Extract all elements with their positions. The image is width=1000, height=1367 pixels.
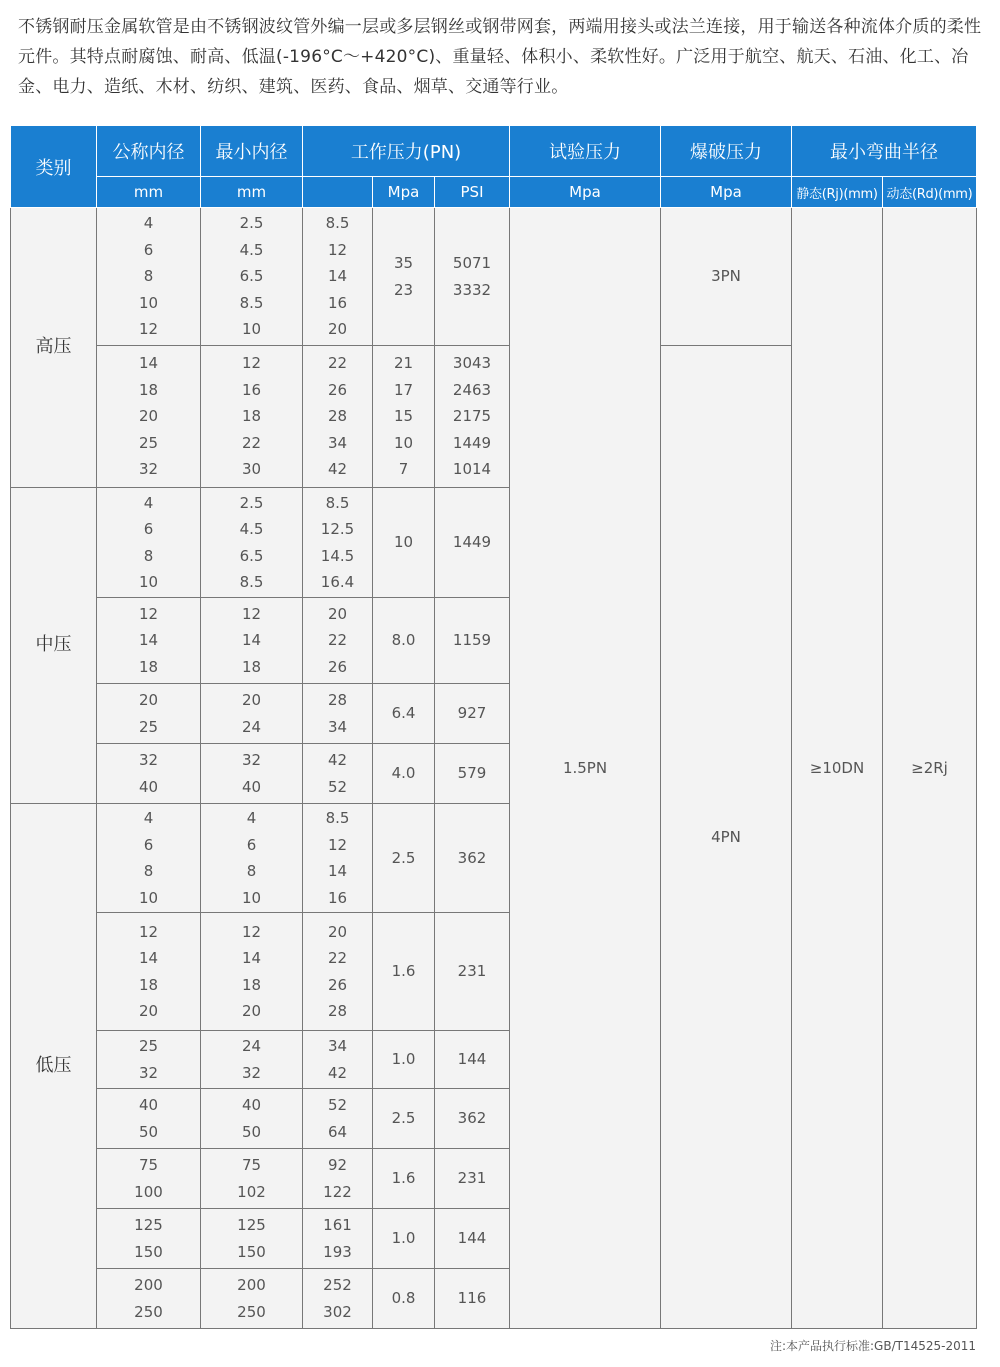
nominal-diameter-cell-value: 32 <box>138 460 159 479</box>
pressure-psi-cell-value: 116 <box>457 1289 487 1308</box>
pressure-psi-cell <box>435 804 510 913</box>
min-diameter-cell-value: 50 <box>241 1122 262 1141</box>
min-diameter-cell-value: 12 <box>241 354 262 373</box>
min-diameter-cell-value: 6.5 <box>239 267 264 286</box>
nominal-diameter-cell <box>97 1089 201 1149</box>
nominal-diameter-cell-value: 12 <box>138 320 159 339</box>
nominal-diameter-cell-value: 18 <box>138 657 159 676</box>
burst-pressure-high-value: 3PN <box>661 208 792 346</box>
pressure-mpa-cell <box>373 744 435 804</box>
nominal-diameter-cell-value: 25 <box>138 717 159 736</box>
unit-dynamic-radius: 动态(Rd)(mm) <box>883 177 977 208</box>
min-diameter-cell-value: 125 <box>237 1216 266 1234</box>
min-diameter-cell-value: 6 <box>246 835 257 854</box>
pressure-mpa-cell-value: 1.6 <box>391 962 416 981</box>
nominal-diameter-cell-value: 4 <box>143 809 154 827</box>
working-pressure-cell-value: 20 <box>327 604 348 623</box>
pressure-mpa-cell-value: 1.0 <box>391 1229 416 1248</box>
pressure-mpa-cell-value: 35 <box>393 254 414 272</box>
pressure-psi-cell-value: 144 <box>457 1229 487 1248</box>
pressure-psi-cell-value: 3043 <box>452 354 492 373</box>
working-pressure-cell-value: 8.5 <box>325 493 350 512</box>
min-diameter-cell-value: 30 <box>241 460 262 479</box>
working-pressure-cell-value: 14 <box>327 267 348 286</box>
nominal-diameter-cell <box>97 1269 201 1329</box>
pressure-psi-cell-value: 362 <box>457 848 487 867</box>
pressure-mpa-cell <box>373 684 435 744</box>
min-diameter-cell-value: 8.5 <box>239 293 264 312</box>
pressure-psi-cell-value: 927 <box>457 704 487 723</box>
working-pressure-cell-value: 12.5 <box>320 520 355 538</box>
pressure-mpa-cell-value: 7 <box>398 460 409 479</box>
min-diameter-cell-value: 2.5 <box>239 493 264 512</box>
pressure-psi-cell <box>435 1209 510 1269</box>
working-pressure-cell-value: 16 <box>327 888 348 907</box>
working-pressure-cell-value: 26 <box>327 657 348 676</box>
nominal-diameter-cell <box>97 488 201 598</box>
working-pressure-cell-value: 28 <box>327 407 348 426</box>
nominal-diameter-cell <box>97 744 201 804</box>
nominal-diameter-cell-value: 20 <box>138 691 159 709</box>
header-burst-pressure: 爆破压力 <box>661 126 792 177</box>
header-category: 类别 <box>11 126 97 208</box>
dynamic-radius-value: ≥2Rj <box>883 208 977 1329</box>
min-diameter-cell <box>201 488 303 598</box>
min-diameter-cell <box>201 1031 303 1089</box>
unit-nominal-diameter: mm <box>97 177 201 208</box>
nominal-diameter-cell-value: 14 <box>138 949 159 967</box>
pressure-psi-cell <box>435 1269 510 1329</box>
pressure-psi-cell-value: 579 <box>457 764 487 783</box>
nominal-diameter-cell-value: 10 <box>138 888 159 907</box>
table-row <box>11 208 977 346</box>
working-pressure-cell-value: 52 <box>327 777 348 796</box>
nominal-diameter-cell-value: 10 <box>138 293 159 312</box>
pressure-psi-cell <box>435 488 510 598</box>
pressure-mpa-cell-value: 23 <box>393 280 414 299</box>
min-diameter-cell <box>201 1149 303 1209</box>
nominal-diameter-cell-value: 4 <box>143 493 154 512</box>
min-diameter-cell-value: 6.5 <box>239 546 264 565</box>
pressure-mpa-cell-value: 4.0 <box>391 764 416 783</box>
nominal-diameter-cell-value: 8 <box>143 546 154 565</box>
pressure-mpa-cell <box>373 1089 435 1149</box>
working-pressure-cell-value: 26 <box>327 380 348 399</box>
nominal-diameter-cell-value: 10 <box>138 573 159 591</box>
working-pressure-cell <box>303 598 373 684</box>
working-pressure-cell-value: 28 <box>327 691 348 709</box>
nominal-diameter-cell-value: 25 <box>138 433 159 452</box>
min-diameter-cell-value: 16 <box>241 380 262 399</box>
min-diameter-cell-value: 40 <box>241 777 262 796</box>
working-pressure-cell <box>303 1269 373 1329</box>
nominal-diameter-cell-value: 14 <box>138 631 159 650</box>
working-pressure-cell-value: 14.5 <box>320 546 355 565</box>
working-pressure-cell <box>303 1031 373 1089</box>
min-diameter-cell-value: 24 <box>241 717 262 736</box>
min-diameter-cell-value: 14 <box>241 949 262 967</box>
pressure-mpa-cell-value: 15 <box>393 407 414 426</box>
min-diameter-cell-value: 75 <box>241 1156 262 1174</box>
nominal-diameter-cell-value: 125 <box>134 1216 163 1234</box>
pressure-psi-cell <box>435 346 510 488</box>
nominal-diameter-cell-value: 40 <box>138 1096 159 1114</box>
min-diameter-cell <box>201 208 303 346</box>
working-pressure-cell-value: 64 <box>327 1122 348 1141</box>
pressure-psi-cell <box>435 1149 510 1209</box>
min-diameter-cell-value: 32 <box>241 1063 262 1082</box>
unit-psi: PSI <box>435 177 510 208</box>
pressure-psi-cell-value: 2175 <box>452 407 492 426</box>
pressure-psi-cell-value: 144 <box>457 1050 487 1069</box>
working-pressure-cell-value: 22 <box>327 354 348 373</box>
pressure-psi-cell <box>435 684 510 744</box>
nominal-diameter-cell-value: 18 <box>138 380 159 399</box>
working-pressure-cell <box>303 208 373 346</box>
nominal-diameter-cell-value: 40 <box>138 777 159 796</box>
category-high: 高压 <box>11 208 97 488</box>
intro-paragraph: 不锈钢耐压金属软管是由不锈钢波纹管外编一层或多层钢丝或钢带网套，两端用接头或法兰连接，用于输送各种流体介质的柔性元件。其特点耐腐蚀、耐高、低温(-196°C～+420°C)、重量轻、体积小、柔软性好。广泛用于航空、航天、石油、化工、冶金、电力、造纸、木材、纺织、建筑、医药、食品、烟草、交通等行业。 <box>18 17 982 97</box>
pressure-psi-cell-value: 1449 <box>452 533 492 552</box>
nominal-diameter-cell-value: 20 <box>138 407 159 426</box>
pressure-psi-cell <box>435 1031 510 1089</box>
nominal-diameter-cell <box>97 346 201 488</box>
pressure-mpa-cell <box>373 488 435 598</box>
header-test-pressure: 试验压力 <box>510 126 661 177</box>
nominal-diameter-cell-value: 32 <box>138 751 159 769</box>
pressure-psi-cell <box>435 913 510 1031</box>
nominal-diameter-cell <box>97 684 201 744</box>
nominal-diameter-cell-value: 75 <box>138 1156 159 1174</box>
min-diameter-cell-value: 20 <box>241 1002 262 1020</box>
pressure-mpa-cell <box>373 804 435 913</box>
pressure-mpa-cell <box>373 1209 435 1269</box>
min-diameter-cell-value: 200 <box>237 1276 266 1294</box>
working-pressure-cell-value: 42 <box>327 460 348 479</box>
pressure-mpa-cell-value: 10 <box>393 433 414 452</box>
nominal-diameter-cell-value: 25 <box>138 1037 159 1055</box>
working-pressure-cell <box>303 684 373 744</box>
test-pressure-value: 1.5PN <box>510 208 661 1329</box>
nominal-diameter-cell <box>97 208 201 346</box>
pressure-psi-cell-value: 2463 <box>452 380 492 399</box>
category-medium: 中压 <box>11 488 97 804</box>
nominal-diameter-cell-value: 12 <box>138 604 159 623</box>
working-pressure-cell-value: 14 <box>327 862 348 880</box>
min-diameter-cell-value: 12 <box>241 922 262 941</box>
working-pressure-cell-value: 26 <box>327 975 348 994</box>
nominal-diameter-cell <box>97 1149 201 1209</box>
min-diameter-cell-value: 10 <box>241 888 262 907</box>
pressure-mpa-cell <box>373 598 435 684</box>
nominal-diameter-cell <box>97 804 201 913</box>
pressure-mpa-cell-value: 10 <box>393 533 414 552</box>
min-diameter-cell-value: 18 <box>241 975 262 994</box>
pressure-mpa-cell-value: 2.5 <box>391 1109 416 1128</box>
working-pressure-cell-value: 22 <box>327 949 348 967</box>
nominal-diameter-cell-value: 8 <box>143 862 154 880</box>
working-pressure-cell-value: 22 <box>327 631 348 650</box>
pressure-mpa-cell <box>373 346 435 488</box>
nominal-diameter-cell-value: 12 <box>138 922 159 941</box>
pressure-mpa-cell-value: 6.4 <box>391 704 416 723</box>
nominal-diameter-cell-value: 20 <box>138 1002 159 1020</box>
min-diameter-cell-value: 8.5 <box>239 573 264 591</box>
nominal-diameter-cell-value: 4 <box>143 214 154 233</box>
pressure-psi-cell-value: 1159 <box>452 631 492 650</box>
min-diameter-cell-value: 20 <box>241 691 262 709</box>
working-pressure-cell-value: 8.5 <box>325 214 350 233</box>
pressure-psi-cell-value: 5071 <box>452 254 492 272</box>
min-diameter-cell-value: 250 <box>237 1302 266 1321</box>
nominal-diameter-cell-value: 6 <box>143 240 154 259</box>
working-pressure-cell <box>303 488 373 598</box>
nominal-diameter-cell-value: 100 <box>134 1182 163 1201</box>
standard-note: 注:本产品执行标准:GB/T14525-2011 <box>769 1339 976 1353</box>
category-low: 低压 <box>11 804 97 1329</box>
pressure-mpa-cell-value: 1.0 <box>391 1050 416 1069</box>
working-pressure-cell-value: 28 <box>327 1002 348 1020</box>
min-diameter-cell-value: 18 <box>241 407 262 426</box>
min-diameter-cell <box>201 804 303 913</box>
spec-table-body <box>11 208 977 1329</box>
working-pressure-cell-value: 122 <box>323 1182 352 1201</box>
working-pressure-cell-value: 42 <box>327 1063 348 1082</box>
working-pressure-cell-value: 42 <box>327 751 348 769</box>
nominal-diameter-cell-value: 6 <box>143 520 154 538</box>
working-pressure-cell-value: 161 <box>323 1216 352 1234</box>
pressure-mpa-cell <box>373 208 435 346</box>
min-diameter-cell-value: 4.5 <box>239 240 264 259</box>
working-pressure-cell <box>303 1209 373 1269</box>
pressure-psi-cell <box>435 208 510 346</box>
min-diameter-cell-value: 102 <box>237 1182 266 1201</box>
header-min-bend-radius: 最小弯曲半径 <box>792 126 977 177</box>
min-diameter-cell <box>201 1209 303 1269</box>
working-pressure-cell-value: 12 <box>327 240 348 259</box>
pressure-psi-cell-value: 231 <box>457 1169 487 1188</box>
pressure-mpa-cell-value: 1.6 <box>391 1169 416 1188</box>
pressure-mpa-cell <box>373 1269 435 1329</box>
unit-test-pressure: Mpa <box>510 177 661 208</box>
working-pressure-cell-value: 12 <box>327 835 348 854</box>
working-pressure-cell-value: 34 <box>327 717 348 736</box>
nominal-diameter-cell <box>97 1031 201 1089</box>
working-pressure-cell <box>303 744 373 804</box>
nominal-diameter-cell-value: 8 <box>143 267 154 286</box>
nominal-diameter-cell-value: 6 <box>143 835 154 854</box>
unit-working-pressure-empty <box>303 177 373 208</box>
min-diameter-cell-value: 40 <box>241 1096 262 1114</box>
unit-mpa: Mpa <box>373 177 435 208</box>
static-radius-value: ≥10DN <box>792 208 883 1329</box>
min-diameter-cell-value: 150 <box>237 1242 266 1261</box>
nominal-diameter-cell-value: 50 <box>138 1122 159 1141</box>
working-pressure-cell-value: 34 <box>327 433 348 452</box>
min-diameter-cell <box>201 1089 303 1149</box>
working-pressure-cell-value: 20 <box>327 922 348 941</box>
min-diameter-cell-value: 32 <box>241 751 262 769</box>
pressure-psi-cell <box>435 1089 510 1149</box>
min-diameter-cell-value: 12 <box>241 604 262 623</box>
working-pressure-cell-value: 16 <box>327 293 348 312</box>
min-diameter-cell-value: 2.5 <box>239 214 264 233</box>
working-pressure-cell <box>303 804 373 913</box>
pressure-mpa-cell <box>373 1031 435 1089</box>
nominal-diameter-cell-value: 250 <box>134 1302 163 1321</box>
pressure-mpa-cell <box>373 1149 435 1209</box>
working-pressure-cell-value: 193 <box>323 1242 352 1261</box>
working-pressure-cell-value: 302 <box>323 1302 352 1321</box>
working-pressure-cell-value: 34 <box>327 1037 348 1055</box>
pressure-psi-cell-value: 362 <box>457 1109 487 1128</box>
working-pressure-cell-value: 92 <box>327 1156 348 1174</box>
working-pressure-cell-value: 252 <box>323 1276 352 1294</box>
working-pressure-cell <box>303 913 373 1031</box>
working-pressure-cell <box>303 346 373 488</box>
pressure-mpa-cell-value: 17 <box>393 380 414 399</box>
pressure-psi-cell-value: 3332 <box>452 280 492 299</box>
working-pressure-cell-value: 52 <box>327 1096 348 1114</box>
min-diameter-cell-value: 24 <box>241 1037 262 1055</box>
nominal-diameter-cell-value: 150 <box>134 1242 163 1261</box>
unit-min-diameter: mm <box>201 177 303 208</box>
min-diameter-cell-value: 18 <box>241 657 262 676</box>
pressure-psi-cell <box>435 598 510 684</box>
pressure-psi-cell-value: 1449 <box>452 433 492 452</box>
unit-burst-pressure: Mpa <box>661 177 792 208</box>
nominal-diameter-cell-value: 18 <box>138 975 159 994</box>
pressure-psi-cell <box>435 744 510 804</box>
working-pressure-cell <box>303 1149 373 1209</box>
header-nominal-diameter: 公称内径 <box>97 126 201 177</box>
nominal-diameter-cell-value: 32 <box>138 1063 159 1082</box>
pressure-mpa-cell-value: 0.8 <box>391 1289 416 1308</box>
min-diameter-cell-value: 4 <box>246 809 257 827</box>
min-diameter-cell <box>201 598 303 684</box>
min-diameter-cell-value: 10 <box>241 320 262 339</box>
pressure-mpa-cell <box>373 913 435 1031</box>
nominal-diameter-cell <box>97 1209 201 1269</box>
header-min-diameter: 最小内径 <box>201 126 303 177</box>
min-diameter-cell <box>201 684 303 744</box>
nominal-diameter-cell-value: 14 <box>138 354 159 373</box>
min-diameter-cell-value: 4.5 <box>239 520 264 538</box>
pressure-mpa-cell-value: 2.5 <box>391 848 416 867</box>
pressure-psi-cell-value: 231 <box>457 962 487 981</box>
min-diameter-cell-value: 8 <box>246 862 257 880</box>
pressure-mpa-cell-value: 21 <box>393 354 414 373</box>
min-diameter-cell <box>201 1269 303 1329</box>
working-pressure-cell-value: 16.4 <box>320 573 355 591</box>
working-pressure-cell <box>303 1089 373 1149</box>
nominal-diameter-cell <box>97 913 201 1031</box>
min-diameter-cell-value: 14 <box>241 631 262 650</box>
working-pressure-cell-value: 8.5 <box>325 809 350 827</box>
burst-pressure-value: 4PN <box>661 346 792 1329</box>
nominal-diameter-cell <box>97 598 201 684</box>
min-diameter-cell <box>201 913 303 1031</box>
spec-table <box>10 125 977 1329</box>
header-working-pressure: 工作压力(PN) <box>303 126 510 177</box>
pressure-mpa-cell-value: 8.0 <box>391 631 416 650</box>
min-diameter-cell-value: 22 <box>241 433 262 452</box>
min-diameter-cell <box>201 744 303 804</box>
working-pressure-cell-value: 20 <box>327 320 348 339</box>
nominal-diameter-cell-value: 200 <box>134 1276 163 1294</box>
unit-static-radius: 静态(Rj)(mm) <box>792 177 883 208</box>
min-diameter-cell <box>201 346 303 488</box>
pressure-psi-cell-value: 1014 <box>452 460 492 479</box>
